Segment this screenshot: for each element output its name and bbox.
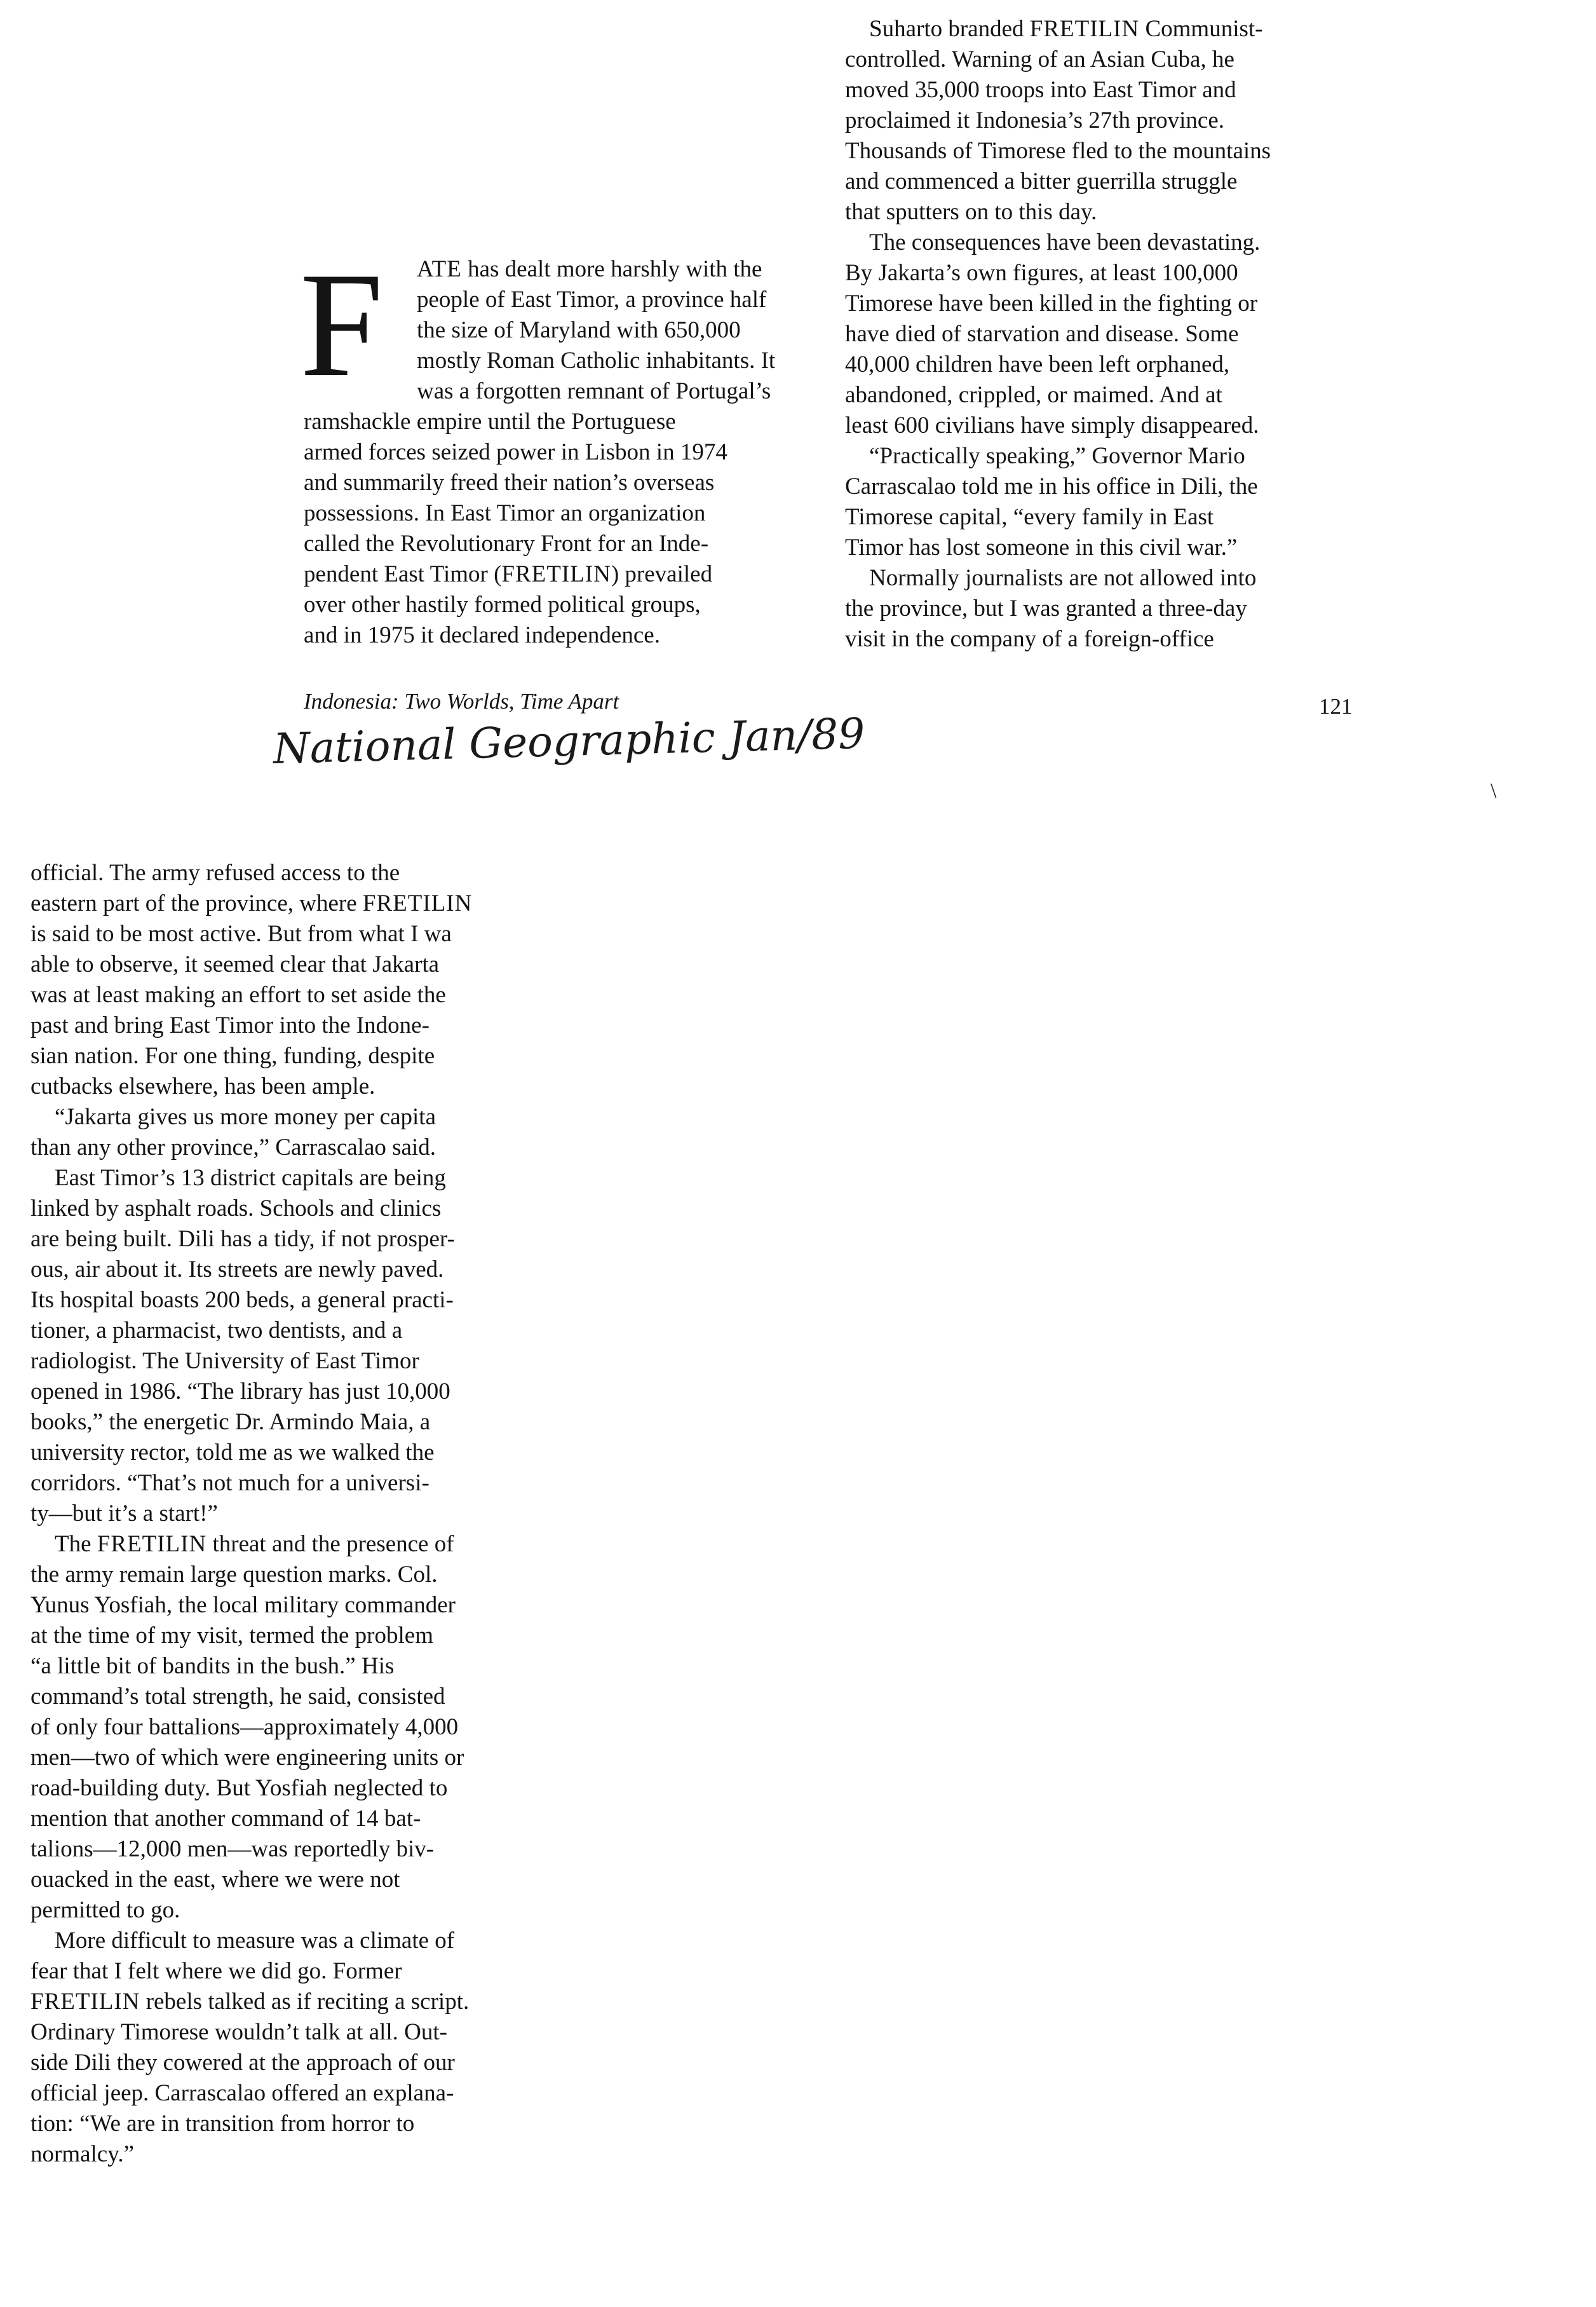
body-line: the size of Maryland with 650,000 (417, 317, 741, 343)
page-caption: Indonesia: Two Worlds, Time Apart (304, 689, 619, 714)
drop-cap: F (300, 242, 384, 408)
body-line: have died of starvation and disease. Some (845, 321, 1239, 347)
body-line: official. The army refused access to the (30, 860, 400, 886)
body-line: than any other province,” Carrascalao said. (30, 1134, 436, 1160)
body-line (845, 14, 1372, 44)
body-line: More difficult to measure was a climate of (55, 1928, 455, 1954)
body-line: and summarily freed their nation’s overseas (304, 470, 715, 496)
body-line: “a little bit of bandits in the bush.” His (30, 1653, 395, 1679)
body-line: Carrascalao told me in his office in Dili, the (845, 473, 1258, 500)
body-line: Thousands of Timorese fled to the mountains (845, 138, 1271, 164)
body-line: armed forces seized power in Lisbon in 1974 (304, 439, 727, 465)
body-line: ouacked in the east, where we were not (30, 1867, 400, 1893)
body-line: over other hastily formed political groups, (304, 592, 701, 618)
body-line: sian nation. For one thing, funding, despite (30, 1043, 435, 1069)
body-line: mention that another command of 14 bat- (30, 1806, 421, 1832)
body-line: tioner, a pharmacist, two dentists, and a (30, 1317, 403, 1344)
body-line: abandoned, crippled, or maimed. And at (845, 382, 1222, 408)
body-line: able to observe, it seemed clear that Jakarta (30, 951, 440, 977)
body-line: corridors. “That’s not much for a universi- (30, 1470, 429, 1496)
body-text: has dealt more harshly with the (461, 256, 762, 282)
body-text: Suharto branded (869, 16, 1030, 42)
body-line: proclaimed it Indonesia’s 27th province. (845, 107, 1224, 133)
article-continuation-column (30, 858, 577, 2170)
article-opening-column (300, 242, 825, 651)
body-line: Normally journalists are not allowed into (869, 565, 1257, 591)
body-line: East Timor’s 13 district capitals are being (55, 1165, 446, 1191)
body-line: was at least making an effort to set aside the (30, 982, 446, 1008)
body-line: of only four battalions—approximately 4,000 (30, 1714, 459, 1740)
body-line: side Dili they cowered at the approach of our (30, 2050, 455, 2076)
body-line: that sputters on to this day. (845, 199, 1097, 225)
body-line: ramshackle empire until the Portuguese (304, 409, 676, 435)
body-line: the province, but I was granted a three-day (845, 595, 1247, 622)
body-line: and commenced a bitter guerrilla struggle (845, 168, 1238, 194)
body-line: was a forgotten remnant of Portugal’s (417, 378, 771, 404)
body-line: past and bring East Timor into the Indone- (30, 1012, 429, 1038)
body-text: Communist- (1139, 16, 1263, 42)
handwritten-source-note: National Geographic Jan/89 (272, 709, 866, 773)
body-text: threat and the presence of (206, 1531, 454, 1557)
body-line: road-building duty. But Yosfiah neglected to (30, 1775, 448, 1801)
body-text: pendent East Timor ( (304, 561, 502, 587)
article-right-column (845, 14, 1372, 655)
body-line: fear that I felt where we did go. Former (30, 1958, 402, 1984)
body-line (30, 1529, 577, 1560)
body-line: 40,000 children have been left orphaned, (845, 351, 1230, 378)
body-line: books,” the energetic Dr. Armindo Maia, a (30, 1409, 431, 1435)
body-line (30, 888, 577, 919)
small-caps-text: FRETILIN (501, 561, 611, 587)
body-line: “Practically speaking,” Governor Mario (869, 443, 1245, 469)
body-text: eastern part of the province, where (30, 890, 363, 916)
body-line: Ordinary Timorese wouldn’t talk at all. Out- (30, 2019, 447, 2045)
page-number: 121 (1319, 694, 1353, 719)
body-line: possessions. In East Timor an organization (304, 500, 706, 526)
small-caps-text: FRETILIN (362, 890, 473, 916)
body-line: the army remain large question marks. Col. (30, 1562, 438, 1588)
body-line: The consequences have been devastating. (869, 229, 1261, 255)
body-line: radiologist. The University of East Timor (30, 1348, 419, 1374)
body-line: “Jakarta gives us more money per capita (55, 1104, 436, 1130)
body-line: By Jakarta’s own figures, at least 100,000 (845, 260, 1238, 286)
body-line: people of East Timor, a province half (417, 287, 767, 313)
small-caps-text: FRETILIN (30, 1989, 140, 2015)
stray-scan-mark: \ (1491, 779, 1497, 803)
body-line: normalcy.” (30, 2141, 134, 2167)
body-line: Yunus Yosfiah, the local military commander (30, 1592, 456, 1618)
body-line: least 600 civilians have simply disappeared. (845, 412, 1259, 439)
body-line: visit in the company of a foreign-office (845, 626, 1214, 652)
small-caps-text: FRETILIN (97, 1531, 207, 1557)
body-line: official jeep. Carrascalao offered an explana- (30, 2080, 454, 2106)
small-caps-text: FRETILIN (1029, 16, 1140, 42)
body-text: The (55, 1531, 97, 1557)
body-text: ) prevailed (611, 561, 713, 587)
body-line: tion: “We are in transition from horror to (30, 2111, 415, 2137)
body-line: Timorese capital, “every family in East (845, 504, 1214, 530)
body-line: moved 35,000 troops into East Timor and (845, 77, 1236, 103)
body-line: controlled. Warning of an Asian Cuba, he (845, 46, 1234, 72)
body-text: rebels talked as if reciting a script. (140, 1989, 470, 2015)
body-line: at the time of my visit, termed the problem (30, 1623, 433, 1649)
body-line: are being built. Dili has a tidy, if not prosper- (30, 1226, 455, 1252)
body-line: called the Revolutionary Front for an Inde- (304, 531, 709, 557)
body-line: men—two of which were engineering units or (30, 1745, 464, 1771)
body-line: linked by asphalt roads. Schools and clinics (30, 1195, 442, 1222)
body-line: opened in 1986. “The library has just 10,000 (30, 1378, 450, 1405)
body-line: permitted to go. (30, 1897, 180, 1923)
body-line (30, 1987, 577, 2017)
body-line: mostly Roman Catholic inhabitants. It (417, 348, 776, 374)
body-line (304, 559, 825, 590)
body-line: talions—12,000 men—was reportedly biv- (30, 1836, 435, 1862)
body-line: Its hospital boasts 200 beds, a general practi- (30, 1287, 454, 1313)
body-line: ty—but it’s a start!” (30, 1501, 218, 1527)
body-line: is said to be most active. But from what I wa (30, 921, 452, 947)
body-line: Timor has lost someone in this civil war.” (845, 534, 1238, 561)
body-line: and in 1975 it declared independence. (304, 622, 660, 648)
body-line: university rector, told me as we walked the (30, 1439, 435, 1466)
body-line: cutbacks elsewhere, has been ample. (30, 1073, 375, 1099)
small-caps-text: ATE (417, 256, 462, 282)
body-line: ous, air about it. Its streets are newly paved. (30, 1256, 444, 1283)
body-line: command’s total strength, he said, consisted (30, 1684, 445, 1710)
body-line: Timorese have been killed in the fighting or (845, 290, 1258, 316)
